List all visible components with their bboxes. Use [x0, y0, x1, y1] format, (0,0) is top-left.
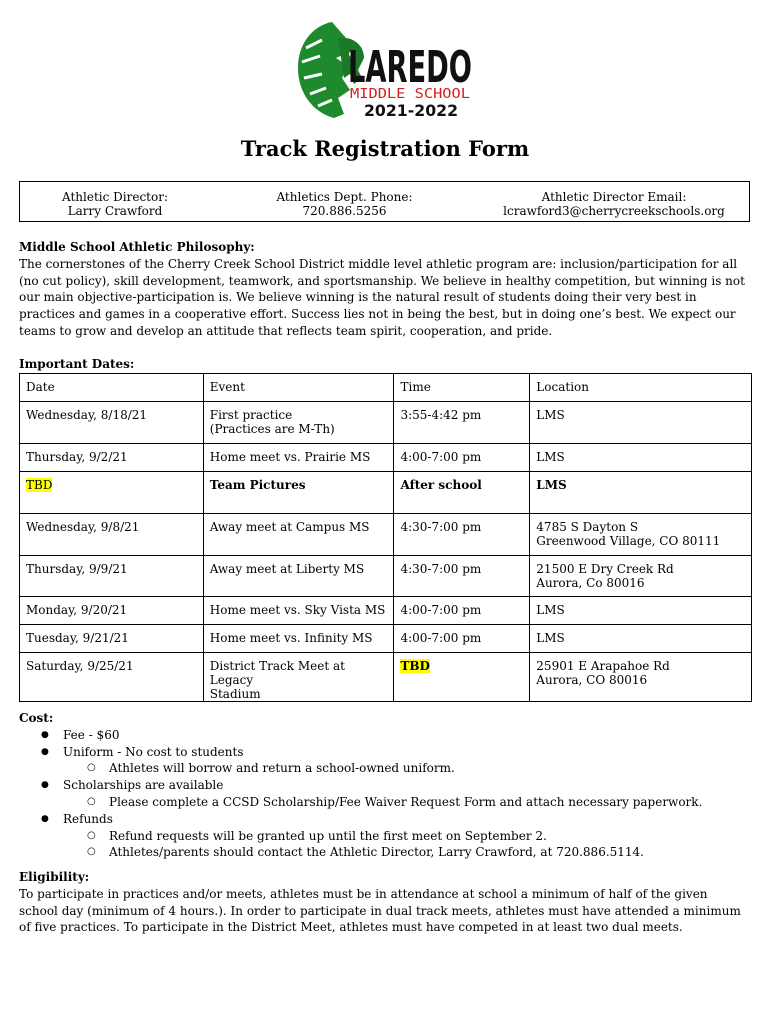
- highlighted-time: TBD: [400, 659, 430, 673]
- highlighted-date: TBD: [26, 478, 53, 492]
- row-event: First practice (Practices are M-Th): [203, 402, 394, 444]
- phone-label: Athletics Dept. Phone:: [276, 190, 413, 204]
- row-time: [394, 653, 530, 702]
- column-header-date: Date: [20, 374, 204, 402]
- logo-school-name: LAREDO: [348, 42, 472, 93]
- row-date: Wednesday, 8/18/21: [20, 402, 204, 444]
- row-event: Away meet at Liberty MS: [203, 556, 394, 597]
- row-location: LMS: [530, 472, 752, 514]
- row-location: LMS: [530, 625, 752, 653]
- column-header-time: Time: [394, 374, 530, 402]
- cost-heading: Cost:: [19, 711, 54, 725]
- table-header-row: [20, 374, 752, 402]
- director-name: Larry Crawford: [67, 204, 163, 218]
- row-time: 4:30-7:00 pm: [394, 556, 530, 597]
- contact-header: [19, 181, 750, 222]
- column-header-event: Event: [203, 374, 394, 402]
- row-location: 21500 E Dry Creek Rd Aurora, Co 80016: [530, 556, 752, 597]
- list-item: ● Uniform - No cost to students: [19, 744, 750, 761]
- table-row: [20, 444, 752, 472]
- dates-table: [19, 373, 752, 702]
- dates-heading: Important Dates:: [19, 357, 135, 371]
- row-location: 25901 E Arapahoe Rd Aurora, CO 80016: [530, 653, 752, 702]
- list-item: ○ Athletes/parents should contact the Athletic Director, Larry Crawford, at 720.886.5114.: [19, 844, 750, 861]
- list-item: ● Scholarships are available: [19, 777, 750, 794]
- email-value[interactable]: lcrawford3@cherrycreekschools.org: [503, 204, 725, 218]
- row-date: Monday, 9/20/21: [20, 597, 204, 625]
- row-location: 4785 S Dayton S Greenwood Village, CO 80111: [530, 514, 752, 556]
- director-cell: [20, 182, 210, 221]
- row-location: LMS: [530, 444, 752, 472]
- phone-cell: [210, 182, 479, 221]
- table-row: [20, 597, 752, 625]
- email-label: Athletic Director Email:: [541, 190, 687, 204]
- table-row: [20, 402, 752, 444]
- row-date: Wednesday, 9/8/21: [20, 514, 204, 556]
- row-time: 4:00-7:00 pm: [394, 625, 530, 653]
- eligibility-text: To participate in practices and/or meets, athletes must be in attendance at school a minimum of half of the given school day (minimum of 4 hours.). In order to participate in dual track meets, athletes must have attended a minimum of five practices. To participate in the District Meet, athletes must have competed in at least two dual meets.: [19, 886, 741, 935]
- row-time: 3:55-4:42 pm: [394, 402, 530, 444]
- row-event: Team Pictures: [203, 472, 394, 514]
- row-event: Home meet vs. Sky Vista MS: [203, 597, 394, 625]
- philosophy-heading: Middle School Athletic Philosophy:: [19, 240, 255, 254]
- table-row: [20, 514, 752, 556]
- row-event: Home meet vs. Prairie MS: [203, 444, 394, 472]
- email-cell: [479, 182, 749, 221]
- row-event: Away meet at Campus MS: [203, 514, 394, 556]
- school-logo: [292, 18, 482, 122]
- column-header-location: Location: [530, 374, 752, 402]
- row-time: After school: [394, 472, 530, 514]
- eligibility-section: [19, 869, 750, 936]
- phone-value: 720.886.5256: [302, 204, 387, 218]
- philosophy-text: The cornerstones of the Cherry Creek School District middle level athletic program are: inclusion/participation for all (no cut policy), skill development, teamwork, and sportsmanship. We believe in healthy competition, but winning is not our main objective-participation is. We believe winning is the natural result of students doing their very best in practices and games in a cooperative effort. Success lies not in being the best, but in doing one’s best. We expect our teams to grow and develop an attitude that reflects team spirit, cooperation, and pride.: [19, 256, 745, 338]
- row-time: 4:30-7:00 pm: [394, 514, 530, 556]
- table-row: [20, 556, 752, 597]
- row-event: District Track Meet at Legacy Stadium: [203, 653, 394, 702]
- list-item: ○ Athletes will borrow and return a school-owned uniform.: [19, 760, 750, 777]
- page-title: Track Registration Form: [240, 136, 530, 161]
- row-date: Thursday, 9/2/21: [20, 444, 204, 472]
- table-row: [20, 625, 752, 653]
- logo-subtitle: MIDDLE SCHOOL: [350, 87, 471, 102]
- director-label: Athletic Director:: [62, 190, 168, 204]
- row-location: LMS: [530, 402, 752, 444]
- list-item: ○ Please complete a CCSD Scholarship/Fee Waiver Request Form and attach necessary paperwork.: [19, 794, 750, 811]
- table-row: [20, 472, 752, 514]
- list-item: ○ Refund requests will be granted up until the first meet on September 2.: [19, 828, 750, 845]
- row-time: 4:00-7:00 pm: [394, 597, 530, 625]
- table-row: [20, 653, 752, 702]
- logo-years: 2021-2022: [364, 101, 458, 120]
- row-date: Saturday, 9/25/21: [20, 653, 204, 702]
- philosophy-section: [19, 239, 750, 340]
- row-event: Home meet vs. Infinity MS: [203, 625, 394, 653]
- row-date: Thursday, 9/9/21: [20, 556, 204, 597]
- row-location: LMS: [530, 597, 752, 625]
- row-date: Tuesday, 9/21/21: [20, 625, 204, 653]
- list-item: ● Fee - $60: [19, 727, 750, 744]
- eligibility-heading: Eligibility:: [19, 870, 90, 884]
- cost-section: [19, 710, 750, 861]
- list-item: ● Refunds: [19, 811, 750, 828]
- row-time: 4:00-7:00 pm: [394, 444, 530, 472]
- row-date: [20, 472, 204, 514]
